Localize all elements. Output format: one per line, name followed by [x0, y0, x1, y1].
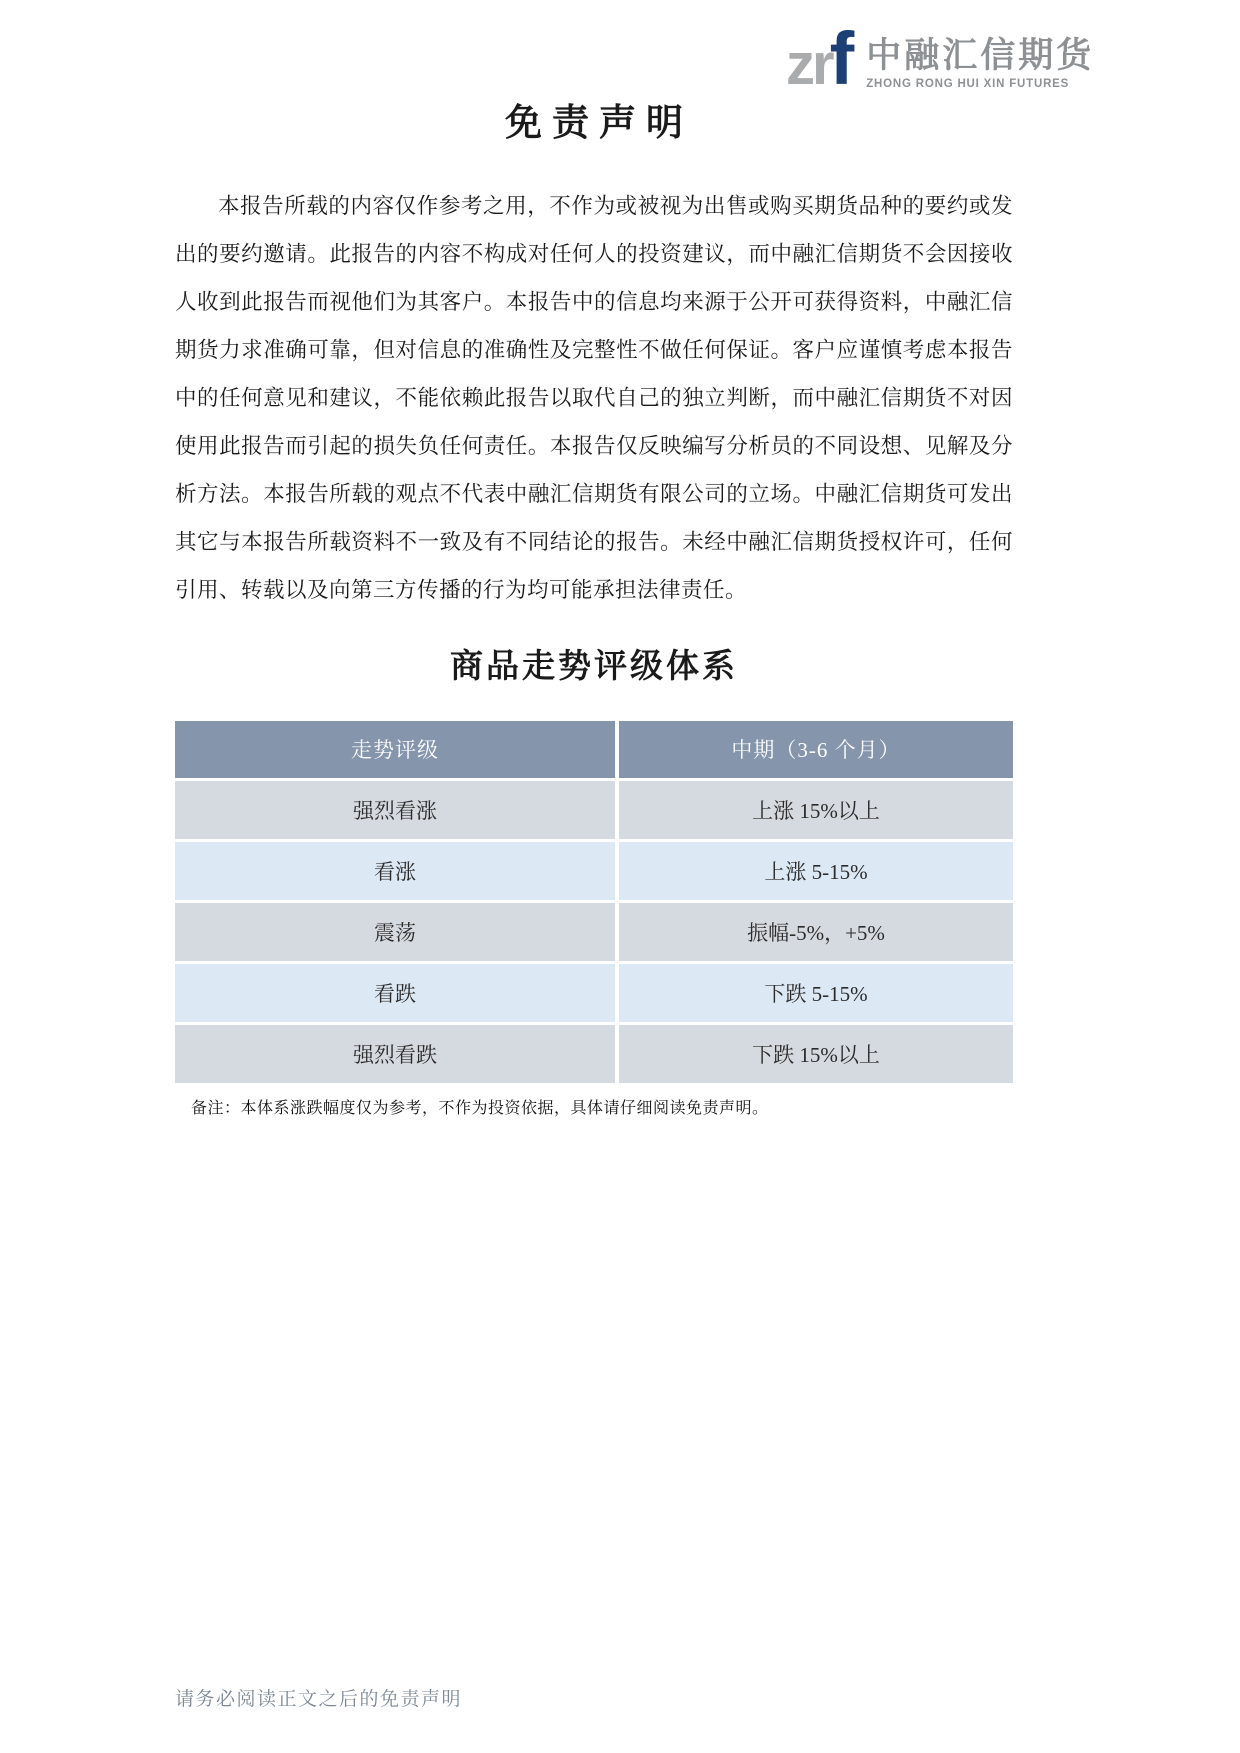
rating-system-title: 商品走势评级体系 [450, 649, 738, 686]
table-cell-range: 下跌 15%以上 [619, 1025, 1013, 1083]
company-name-cn: 中融汇信期货 [866, 36, 1095, 75]
company-name-en: ZHONG RONG HUI XIN FUTURES [866, 78, 1070, 90]
table-cell-rating: 看涨 [175, 842, 615, 900]
logo-letter-f: f [829, 17, 855, 100]
disclaimer-body: 本报告所载的内容仅作参考之用，不作为或被视为出售或购买期货品种的要约或发出的要约邀请。此报告的内容不构成对任何人的投资建议，而中融汇信期货不会因接收人收到此报告而视他们为其客户。本报告中的信息均来源于公开可获得资料，中融汇信期货力求准确可靠，但对信息的准确性及完整性不做任何保证。客户应谨慎考虑本报告中的任何意见和建议，不能依赖此报告以取代自己的独立判断，而中融汇信期货不对因使用此报告而引起的损失负任何责任。本报告仅反映编写分析员的不同设想、见解及分析方法。本报告所载的观点不代表中融汇信期货有限公司的立场。中融汇信期货可发出其它与本报告所载资料不一致及有不同结论的报告。未经中融汇信期货授权许可，任何引用、转载以及向第三方传播的行为均可能承担法律责任。 [175, 194, 1013, 603]
table-cell-rating: 看跌 [175, 964, 615, 1022]
table-header-rating: 走势评级 [175, 721, 615, 778]
table-cell-range: 下跌 5-15% [619, 964, 1013, 1022]
table-cell-range: 振幅-5%，+5% [619, 903, 1013, 961]
page-footer: 请务必阅读正文之后的免责声明 [175, 1689, 463, 1710]
table-cell-range: 上涨 5-15% [619, 842, 1013, 900]
table-cell-rating: 强烈看跌 [175, 1025, 615, 1083]
rating-table [175, 721, 1013, 1083]
table-note: 备注：本体系涨跌幅度仅为参考，不作为投资依据，具体请仔细阅读免责声明。 [191, 1099, 769, 1117]
disclaimer-title: 免责声明 [505, 103, 693, 144]
table-cell-rating: 震荡 [175, 903, 615, 961]
table-cell-range: 上涨 15%以上 [619, 781, 1013, 839]
table-cell-rating: 强烈看涨 [175, 781, 615, 839]
logo-letters-zr: zr [786, 32, 832, 97]
table-header-midterm: 中期（3-6 个月） [619, 721, 1013, 778]
page-content [175, 0, 1013, 1118]
